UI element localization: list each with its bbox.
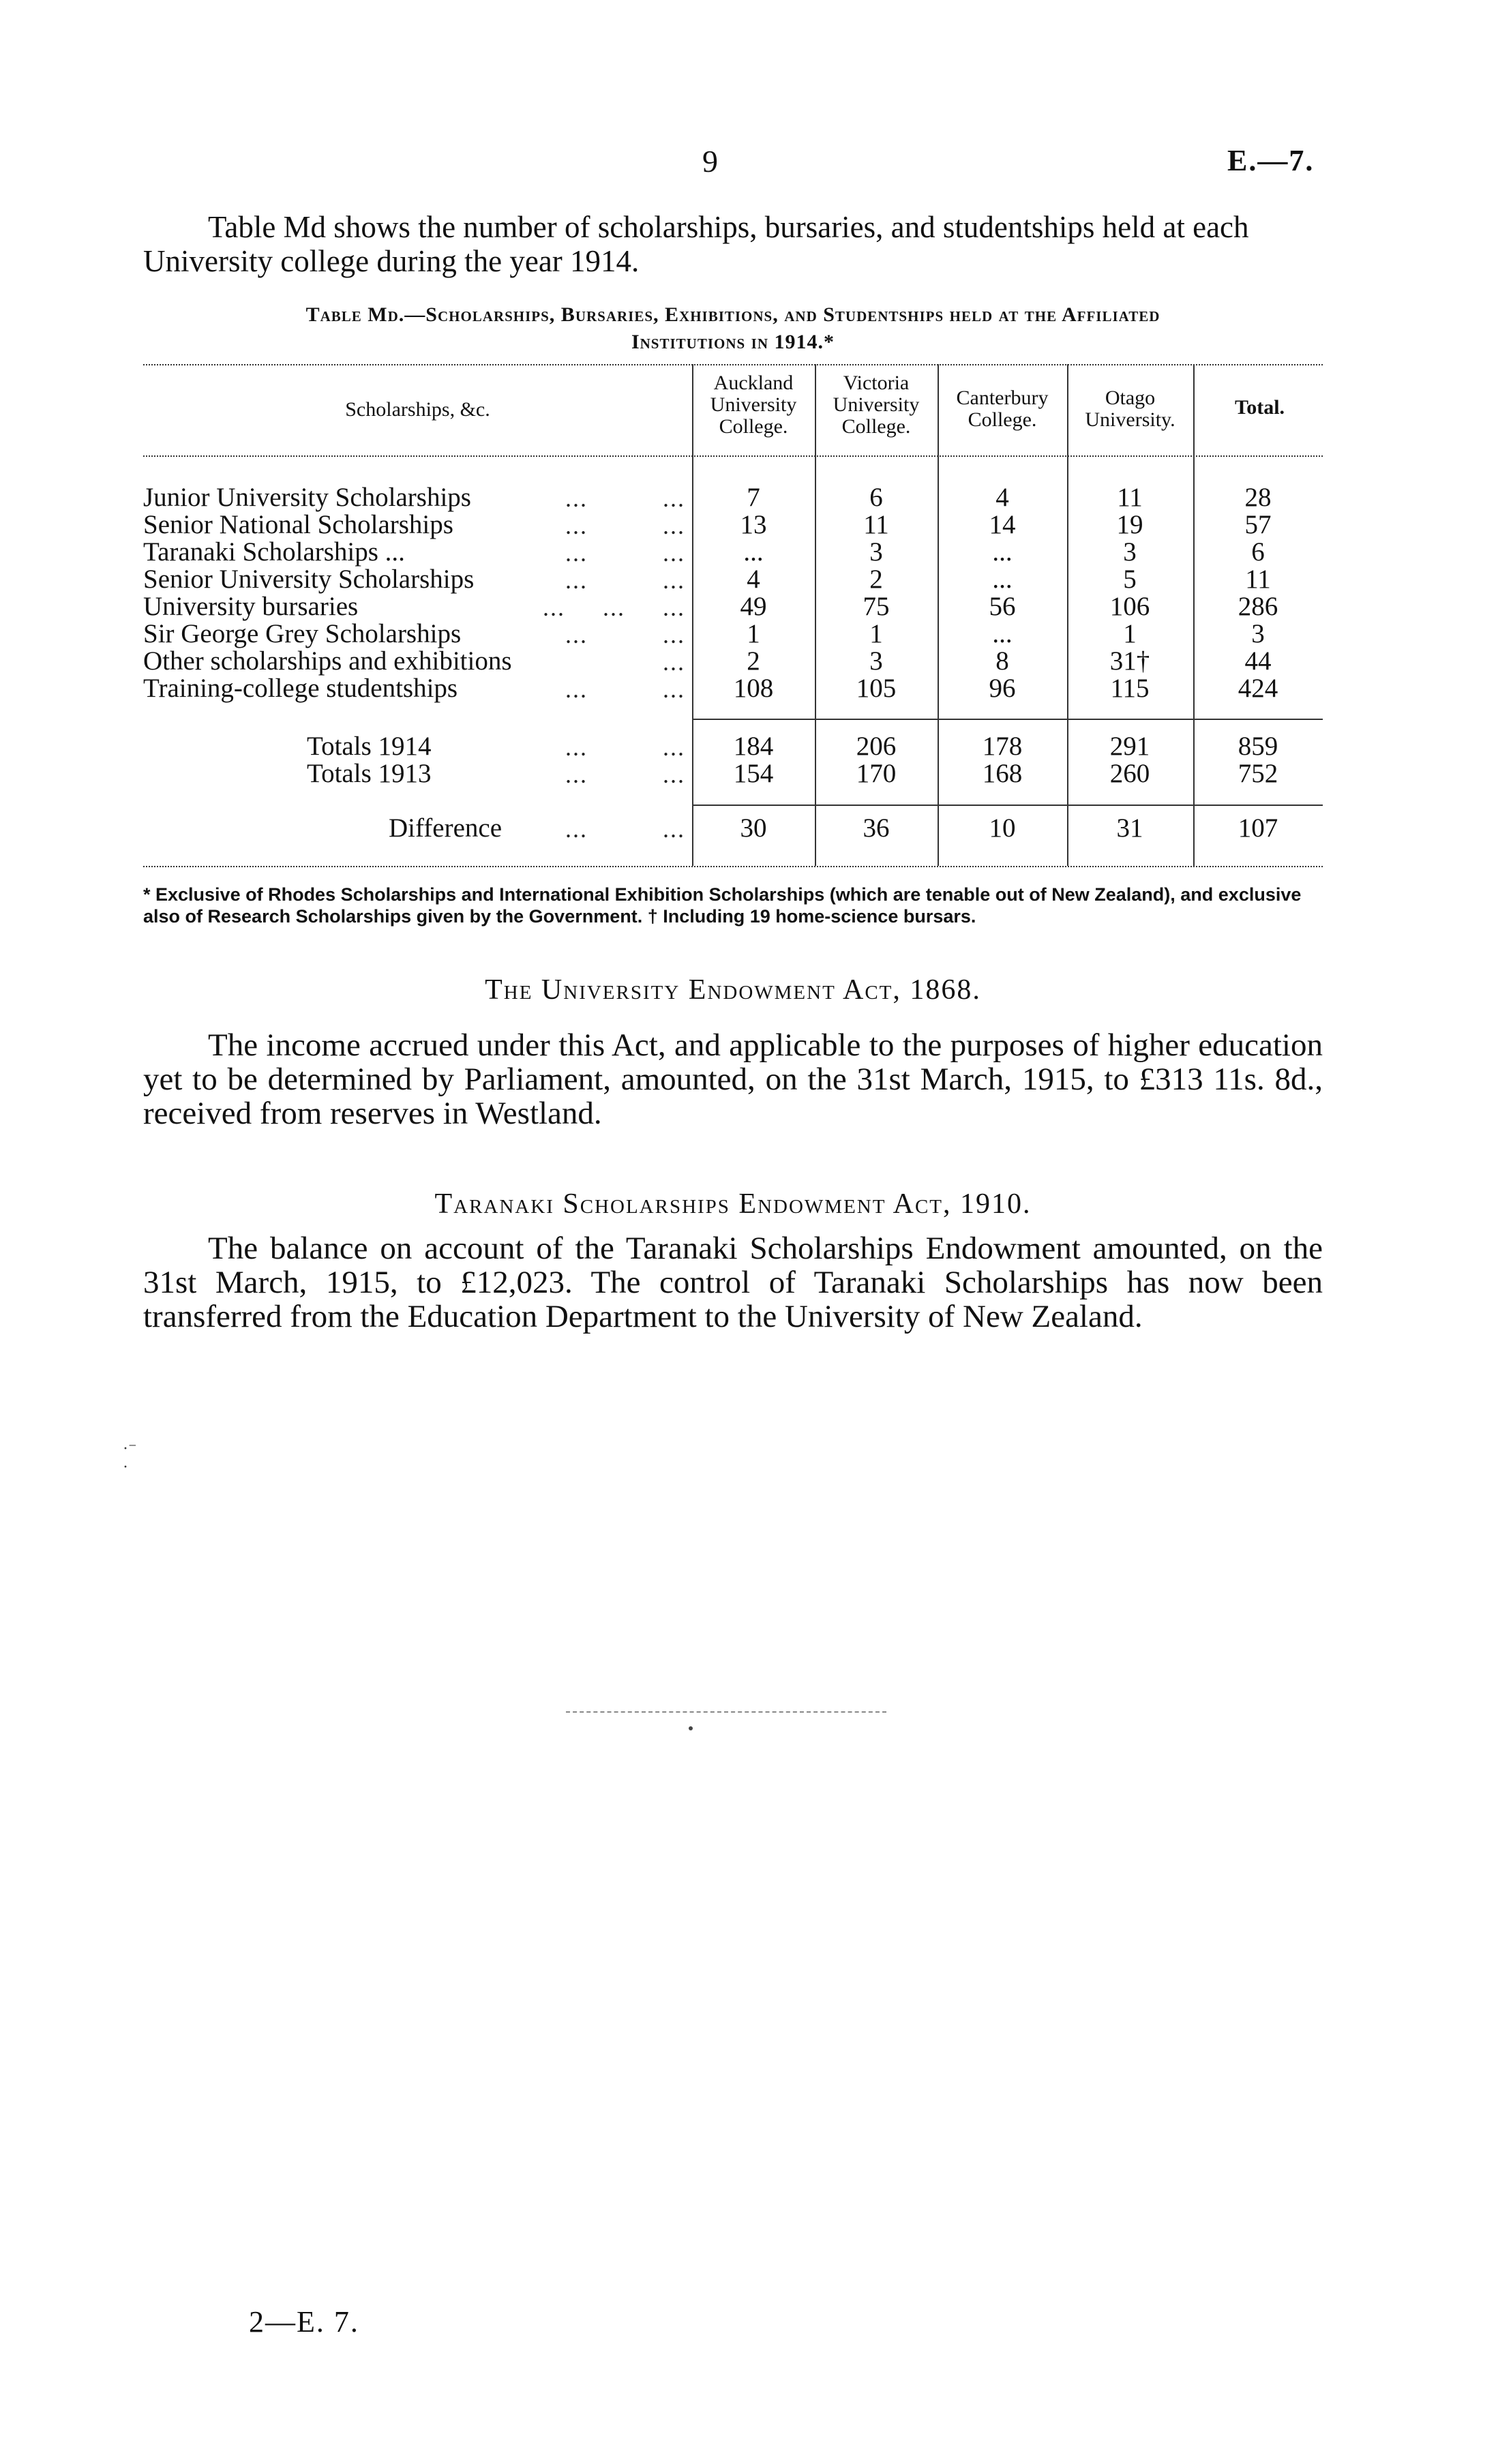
table-row-cell: 3 <box>869 537 883 567</box>
table-footnote: * Exclusive of Rhodes Scholarships and International Exhibition Scholarships (which are tenable out of New Zealand), and exclusive also of Research Scholarships given by the Government. † Including 19 home-science bursars. <box>143 884 1302 927</box>
table-row-cell: 75 <box>863 592 890 621</box>
totals-row-cell: 206 <box>856 732 897 761</box>
table-row-cell: 11 <box>863 510 889 539</box>
table-row-leader-dots: ... ... <box>565 485 685 512</box>
table-row-label: Training-college studentships <box>143 674 458 703</box>
header-bottom-rule <box>143 455 1323 457</box>
signature-mark: 2—E. 7. <box>249 2305 359 2339</box>
table-row-cell: ... <box>992 565 1013 594</box>
table-row-cell: 115 <box>1110 674 1150 703</box>
totals-row-cell: 154 <box>733 759 774 788</box>
table-row-leader-dots: ... ... <box>565 539 685 567</box>
table-row-cell: 19 <box>1116 510 1143 539</box>
table-row-cell: 106 <box>1109 592 1150 621</box>
table-row-cell: 56 <box>989 592 1016 621</box>
intro-paragraph: Table Md shows the number of scholarships, bursaries, and studentships held at each University college during the year 1914. <box>143 210 1249 278</box>
difference-row-cell: 107 <box>1238 813 1278 843</box>
table-row-cell: 1 <box>869 619 883 648</box>
table-row-cell: 11 <box>1117 483 1143 512</box>
table-row-cell: 3 <box>869 646 883 676</box>
section-heading-university-endowment: The University Endowment Act, 1868. <box>485 974 981 1006</box>
table-row-cell: ... <box>992 619 1013 648</box>
totals-row-leader-dots: ... ... <box>565 734 685 761</box>
difference-row-cell: 36 <box>863 813 890 843</box>
totals-row-cell: 291 <box>1109 732 1150 761</box>
table-title <box>143 301 1323 356</box>
table-top-rule <box>143 364 1323 365</box>
table-title-line-1: Table Md.—Scholarships, Bursaries, Exhibitions, and Studentships held at the Affiliated <box>305 303 1160 326</box>
table-row-cell: 424 <box>1238 674 1278 703</box>
table-row-cell: 2 <box>869 565 883 594</box>
stray-marks: ·⁻ · <box>123 1440 137 1476</box>
section-body-university-endowment: The income accrued under this Act, and applicable to the purposes of higher education yet to be determined by Parliament, amounted, on the 31st March, 1915, to £313 11s. 8d., received from reserves in Westland. <box>143 1027 1323 1131</box>
table-row-cell: 4 <box>747 565 760 594</box>
separator-rule <box>566 1711 886 1713</box>
table-row-cell: 6 <box>869 483 883 512</box>
difference-row-cell: 31 <box>1116 813 1143 843</box>
totals-row-cell: 170 <box>856 759 897 788</box>
table-bottom-rule <box>143 866 1323 867</box>
column-divider <box>815 364 816 866</box>
table-row-leader-dots: ... ... <box>565 621 685 648</box>
scholarships-table <box>143 361 1323 866</box>
table-row-cell: 11 <box>1245 565 1271 594</box>
table-row-cell: 28 <box>1244 483 1272 512</box>
table-row-leader-dots: ... ... <box>565 676 685 703</box>
totals-row-cell: 859 <box>1238 732 1278 761</box>
totals-row-cell: 752 <box>1238 759 1278 788</box>
table-row-cell: 3 <box>1251 619 1265 648</box>
table-row-cell: 57 <box>1244 510 1272 539</box>
header-otago: Otago University. <box>1085 387 1175 431</box>
table-row-cell: 44 <box>1244 646 1272 676</box>
table-row-leader-dots: ... <box>663 648 685 676</box>
header-auckland: Auckland University College. <box>710 372 797 438</box>
table-row-cell: 31† <box>1109 646 1150 676</box>
table-row-label: Senior University Scholarships <box>143 565 475 594</box>
table-row-label: Junior University Scholarships <box>143 483 471 512</box>
header-victoria: Victoria University College. <box>833 372 920 438</box>
table-title-line-2: Institutions in 1914.* <box>631 331 835 353</box>
column-divider <box>692 364 693 866</box>
column-divider <box>1193 364 1195 866</box>
totals-row-label: Totals 1914 <box>307 732 432 761</box>
table-row-cell: 96 <box>989 674 1016 703</box>
table-row-cell: 3 <box>1123 537 1137 567</box>
table-row-label: Sir George Grey Scholarships <box>143 619 462 648</box>
difference-rule <box>692 805 1323 806</box>
table-row-cell: 286 <box>1238 592 1278 621</box>
table-row-cell: 8 <box>995 646 1009 676</box>
table-row-cell: 14 <box>989 510 1016 539</box>
table-row-cell: 49 <box>740 592 767 621</box>
totals-row-leader-dots: ... ... <box>565 761 685 788</box>
totals-row-label: Totals 1913 <box>307 759 432 788</box>
table-row-label: Other scholarships and exhibitions <box>143 646 512 676</box>
subtotal-rule <box>692 719 1323 720</box>
table-row-leader-dots: ... ... ... <box>543 594 685 621</box>
table-row-cell: 1 <box>747 619 760 648</box>
table-row-cell: 7 <box>747 483 760 512</box>
table-row-leader-dots: ... ... <box>565 567 685 594</box>
table-row-label: Taranaki Scholarships ... <box>143 537 405 567</box>
table-row-label: University bursaries <box>143 592 359 621</box>
column-divider <box>938 364 939 866</box>
table-row-cell: 108 <box>733 674 774 703</box>
table-row-cell: 2 <box>747 646 760 676</box>
table-row-leader-dots: ... ... <box>565 512 685 539</box>
page-number: 9 <box>702 144 718 179</box>
difference-row-leader-dots: ... ... <box>565 815 685 843</box>
header-canterbury: Canterbury College. <box>956 387 1049 431</box>
column-divider <box>1067 364 1068 866</box>
table-row-label: Senior National Scholarships <box>143 510 453 539</box>
difference-row-label: Difference <box>389 813 502 843</box>
table-row-cell: 105 <box>856 674 897 703</box>
totals-row-cell: 260 <box>1109 759 1150 788</box>
table-row-cell: 13 <box>740 510 767 539</box>
totals-row-cell: 168 <box>982 759 1023 788</box>
separator-dot <box>689 1726 693 1730</box>
totals-row-cell: 178 <box>982 732 1023 761</box>
totals-row-cell: 184 <box>733 732 774 761</box>
section-heading-taranaki: Taranaki Scholarships Endowment Act, 1910. <box>434 1188 1032 1220</box>
header-scholarships: Scholarships, &c. <box>345 398 490 421</box>
table-row-cell: 6 <box>1251 537 1265 567</box>
table-row-cell: ... <box>743 537 764 567</box>
header-total: Total. <box>1234 396 1285 419</box>
section-body-taranaki: The balance on account of the Taranaki Scholarships Endowment amounted, on the 31st March, 1915, to £12,023. The control of Taranaki Scholarships has now been transferred from the Education Department to the University of New Zealand. <box>143 1231 1323 1334</box>
difference-row-cell: 30 <box>740 813 767 843</box>
difference-row-cell: 10 <box>989 813 1016 843</box>
table-row-cell: 4 <box>995 483 1009 512</box>
document-code: E.—7. <box>1227 144 1315 177</box>
table-row-cell: ... <box>992 537 1013 567</box>
table-row-cell: 5 <box>1123 565 1137 594</box>
table-row-cell: 1 <box>1123 619 1137 648</box>
